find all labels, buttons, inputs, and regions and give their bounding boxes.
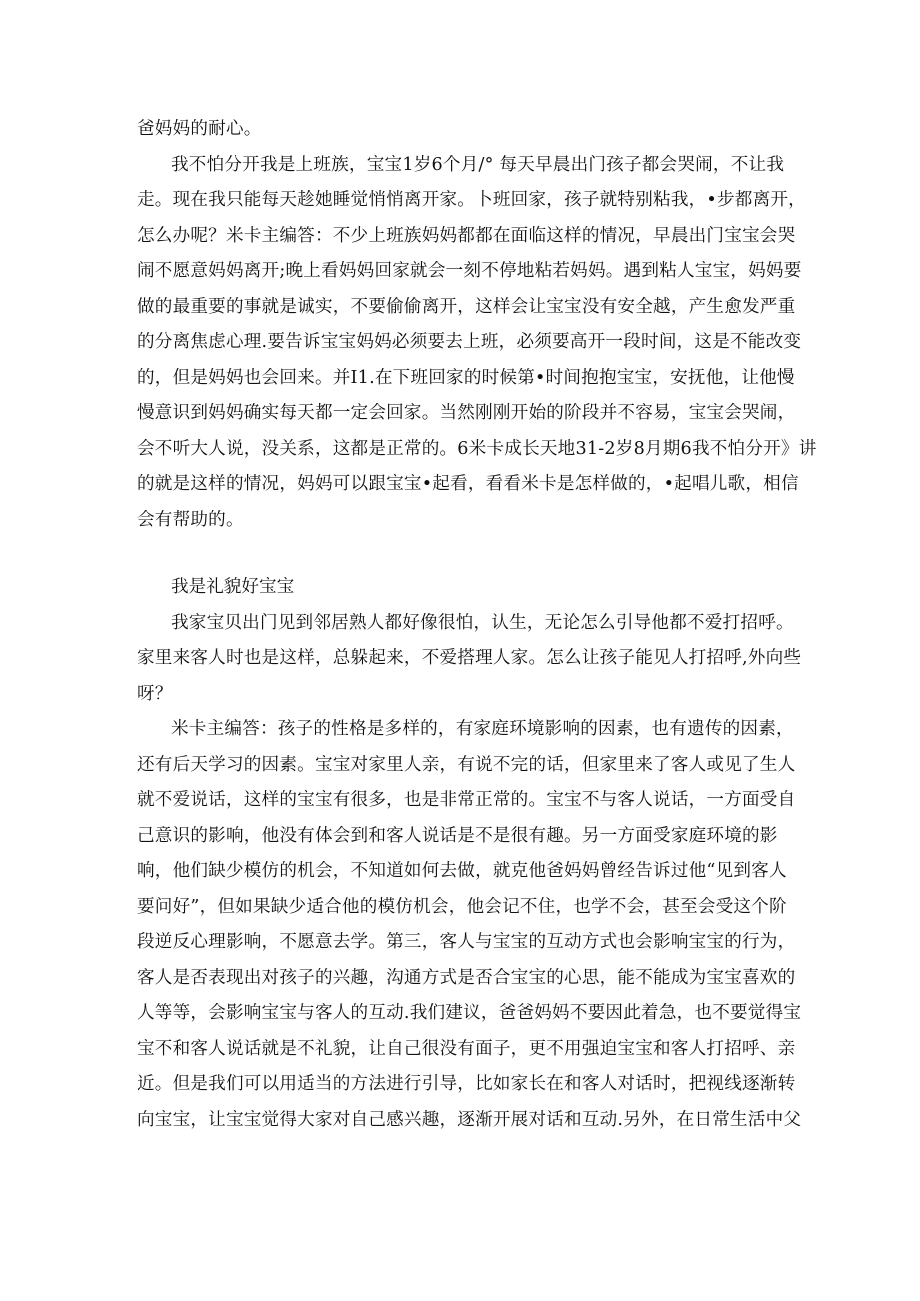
paragraph-line: 怎么办呢？米卡主编答：不少上班族妈妈都都在面临这样的情况，早晨出门宝宝会哭 — [137, 225, 796, 246]
section-polite-baby — [137, 570, 802, 1138]
question-line: 呀？ — [137, 683, 173, 704]
paragraph-line: 爸妈妈的耐心。 — [137, 119, 262, 139]
section-title: 我是礼貌好宝宝 — [171, 577, 295, 597]
answer-line: 还有后天学习的因素。宝宝对家里人亲，有说不完的话，但家里来了客人或见了生人 — [137, 754, 796, 775]
paragraph-line: 慢意识到妈妈确实每天都一定会回家。当然刚刚开始的阶段并不容易，宝宝会哭闹， — [137, 403, 796, 423]
paragraph-line: 会不听大人说，没关系，这都是正常的。6米卡成长天地31-2岁8月期6我不怕分开》讲 — [137, 438, 817, 459]
paragraph-line: 走。现在我只能每天趁她睡觉悄悄离开家。卜班回家，孩子就特别粘我，•步都离开， — [137, 190, 806, 210]
answer-line: 己意识的影响，他没有体会到和客人说话是不是很有趣。另一方面受家庭环境的影 — [137, 825, 778, 846]
paragraph-line: 的分离焦虑心理.要告诉宝宝妈妈必须要去上班，必须要高开一段时间，这是不能改变 — [137, 332, 802, 352]
answer-line: 客人是否表现出对孩子的兴趣，沟通方式是否合宝宝的心思，能不能成为宝宝喜欢的 — [137, 967, 796, 988]
answer-line: 响，他们缺少模仿的机会，不知道如何去做，就克他爸妈妈曾经告诉过他“见到客人 — [137, 861, 787, 881]
answer-line: 要问好”，但如果缺少适合他的模仿机会，他会记不住，也学不会，甚至会受这个阶 — [137, 896, 787, 917]
section-gap — [137, 538, 781, 570]
question-line: 我家宝贝出门见到邻居熟人都好像很怕，认生，无论怎么引导他都不爱打招呼。 — [171, 612, 794, 633]
answer-line: 米卡主编答：孩子的性格是多样的，有家庭环境影响的因素，也有遗传的因素， — [171, 719, 794, 739]
question-line: 家里来客人时也是这样，总躲起来，不爱搭理人家。怎么让孩子能见人打招呼,外向些 — [137, 648, 802, 668]
paragraph-line: 我不怕分开我是上班族，宝宝1岁6个月/° 每天早晨出门孩子都会哭闹，不让我 — [171, 154, 785, 175]
answer-line: 近。但是我们可以用适当的方法进行引导，比如家长在和客人对话时，把视线逐渐转 — [137, 1074, 796, 1094]
section-separation-anxiety — [137, 112, 817, 538]
paragraph-line: 做的最重要的事就是诚实，不要偷偷离开，这样会让宝宝没有安全越，产生愈发严重 — [137, 296, 796, 317]
answer-line: 就不爱说话，这样的宝宝有很多，也是非常正常的。宝宝不与客人说话，一方面受自 — [137, 790, 796, 810]
document-page — [137, 112, 817, 1138]
paragraph-line: 会有帮助的。 — [137, 509, 244, 530]
answer-line: 人等等，会影响宝宝与客人的互动.我们建议，爸爸妈妈不要因此着急，也不要觉得宝 — [137, 1003, 802, 1023]
paragraph-line: 的就是这样的情况，妈妈可以跟宝宝•起看，看看米卡是怎样做的，•起唱儿歌，相信 — [137, 474, 799, 494]
paragraph-line: 闹不愿意妈妈离开;晚上看妈妈回家就会一刻不停地粘若妈妈。遇到粘人宝宝，妈妈要 — [137, 261, 802, 281]
answer-line: 段逆反心理影响，不愿意去学。第三，客人与宝宝的互动方式也会影响宝宝的行为， — [137, 932, 796, 952]
answer-line: 向宝宝，让宝宝觉得大家对自己感兴趣，逐渐开展对话和互动.另外，在日常生活中父 — [137, 1109, 802, 1130]
answer-line: 宝不和客人说话就是不礼貌，让自己很没有面子，更不用强迫宝宝和客人打招呼、亲 — [137, 1038, 796, 1059]
paragraph-line: 的，但是妈妈也会回来。并I1.在下班回家的时候第•时间抱抱宝宝，安抚他，让他慢 — [137, 367, 795, 388]
